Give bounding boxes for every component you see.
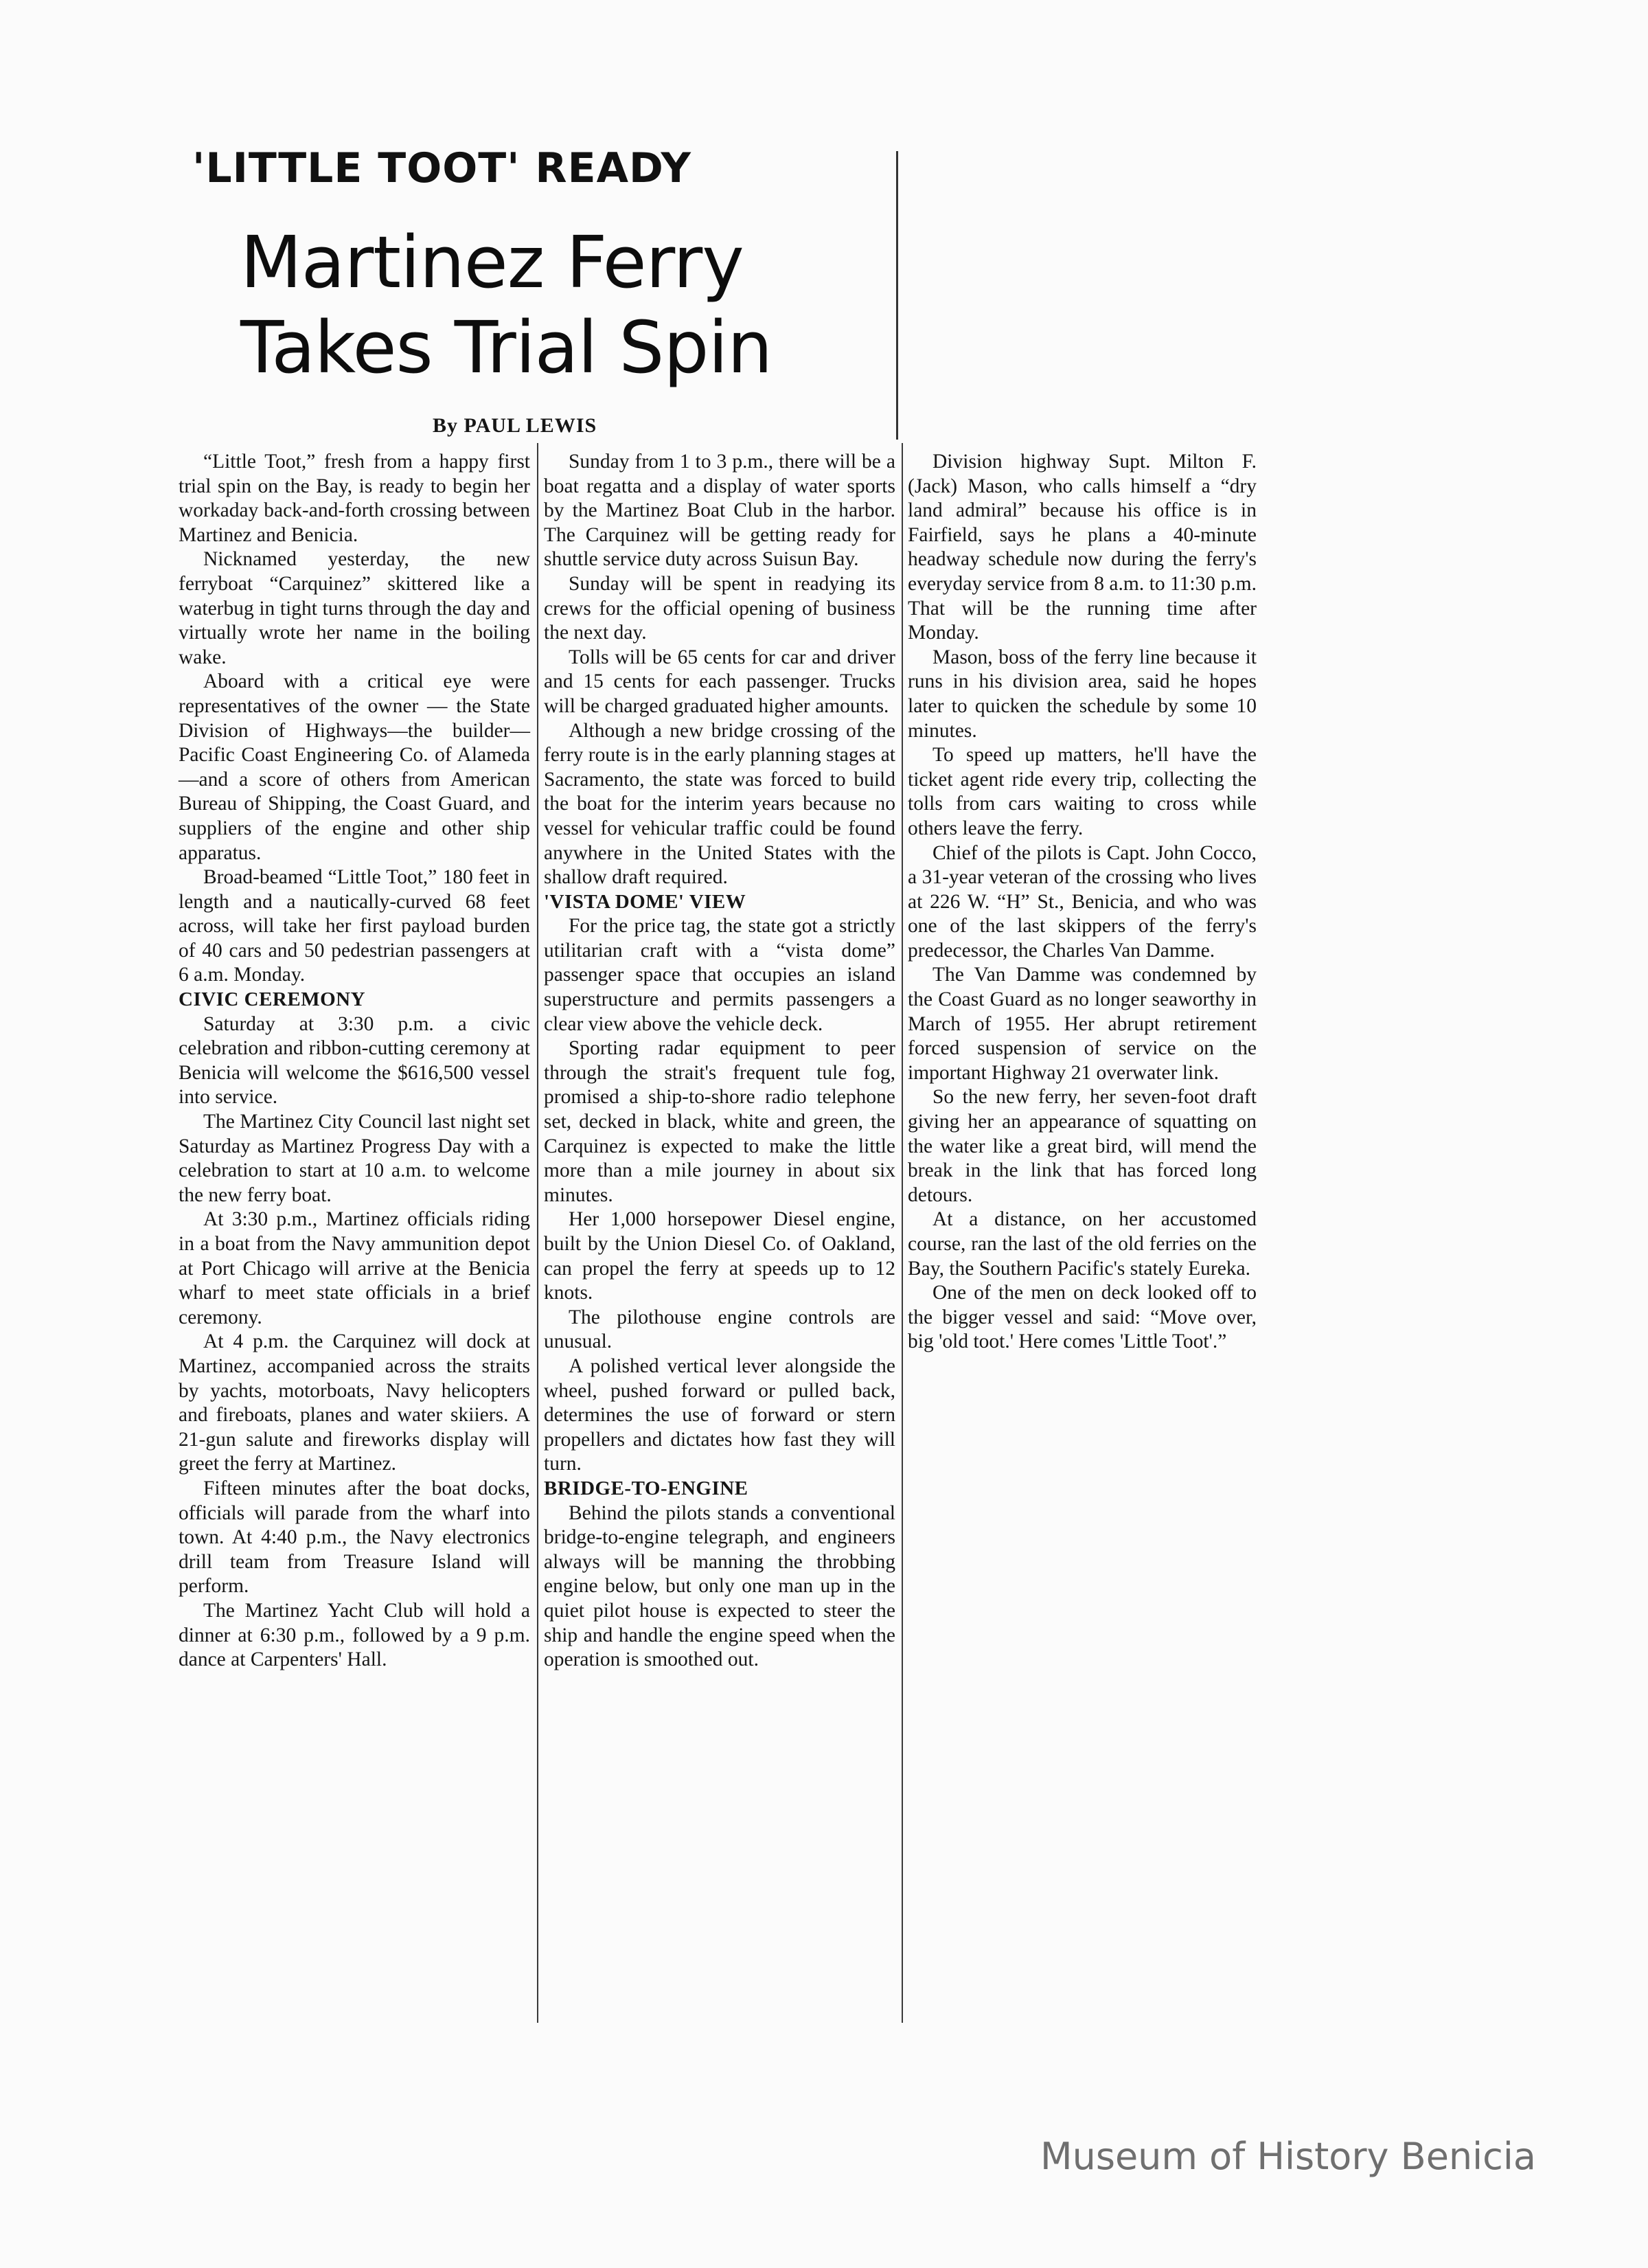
- article-paragraph: Behind the pilots stands a conventional bridge-to-engine telegraph, and engineers always will be manning the throbbing engine below, but only one man up in the quiet pilot house is expected to steer the ship and handle the engine speed when the operation is smoothed out.: [544, 1501, 895, 1671]
- article-paragraph: The pilothouse engine controls are unusual.: [544, 1306, 895, 1353]
- article-paragraph: A polished vertical lever alongside the wheel, pushed forward or pulled back, determines the use of forward or stern propellers and dictates how fast they will turn.: [544, 1354, 895, 1475]
- article-paragraph: Chief of the pilots is Capt. John Cocco, a 31-year veteran of the crossing who lives at 226 W. “H” St., Benicia, and who was one of the last skippers of the ferry's predecessor, the Charles Van Damme.: [908, 841, 1257, 962]
- article-paragraph: One of the men on deck looked off to the bigger vessel and said: “Move over, big 'old toot.' Here comes 'Little Toot'.”: [908, 1282, 1257, 1353]
- article-paragraph: To speed up matters, he'll have the ticket agent ride every trip, collecting the tolls from cars waiting to cross while others leave the ferry.: [908, 744, 1257, 839]
- article-paragraph: Mason, boss of the ferry line because it runs in his division area, said he hopes later to quicken the schedule by some 10 minutes.: [908, 646, 1257, 742]
- article-paragraph: At 3:30 p.m., Martinez officials riding in a boat from the Navy ammunition depot at Port Chicago will arrive at the Benicia wharf to meet state officials in a brief ceremony.: [179, 1208, 530, 1328]
- article-column-1: [179, 450, 530, 1672]
- article-column-3: [908, 450, 1257, 1354]
- article-paragraph: Although a new bridge crossing of the ferry route is in the early planning stages at Sacramento, the state was forced to build the boat for the interim years because no vessel for vehicular traffic could be found anywhere in the United States with the shallow draft required.: [544, 719, 895, 889]
- article-paragraph: Fifteen minutes after the boat docks, officials will parade from the wharf into town. At 4:40 p.m., the Navy electronics drill team from Treasure Island will perform.: [179, 1477, 530, 1598]
- article-paragraph: Saturday at 3:30 p.m. a civic celebration and ribbon-cutting ceremony at Benicia will welcome the $616,500 vessel into service.: [179, 1012, 530, 1109]
- column-rule-1: [537, 443, 538, 2023]
- article-paragraph: Aboard with a critical eye were representatives of the owner — the State Division of Highways—the builder—Pacific Coast Engineering Co. of Alameda—and a score of others from American Bureau of Shipping, the Coast Guard, and suppliers of the engine and other ship apparatus.: [179, 670, 530, 864]
- article-paragraph: Division highway Supt. Milton F. (Jack) Mason, who calls himself a “dry land admiral” because his office is in Fairfield, says he plans a 40-minute headway schedule now during the ferry's everyday service from 8 a.m. to 11:30 p.m. That will be the running time after Monday.: [908, 451, 1257, 644]
- article-paragraph: Her 1,000 horsepower Diesel engine, built by the Union Diesel Co. of Oakland, can propel the ferry at speeds up to 12 knots.: [544, 1208, 895, 1304]
- headline-line-1: Martinez Ferry: [240, 220, 744, 304]
- article-paragraph: “Little Toot,” fresh from a happy first trial spin on the Bay, is ready to begin her workaday back-and-forth crossing between Martinez and Benicia.: [179, 451, 530, 546]
- museum-watermark: Museum of History Benicia: [1040, 2135, 1536, 2178]
- byline: By PAUL LEWIS: [433, 414, 597, 437]
- main-headline: [240, 220, 1030, 390]
- kicker-headline: 'LITTLE TOOT' READY: [192, 144, 691, 192]
- section-subhead: 'VISTA DOME' VIEW: [544, 890, 746, 913]
- article-paragraph: Sunday will be spent in readying its crews for the official opening of business the next day.: [544, 572, 895, 644]
- article-column-2: [544, 450, 895, 1672]
- headline-line-2: Takes Trial Spin: [240, 306, 772, 389]
- article-paragraph: The Martinez Yacht Club will hold a dinner at 6:30 p.m., followed by a 9 p.m. dance at Carpenters' Hall.: [179, 1599, 530, 1671]
- article-paragraph: The Van Damme was condemned by the Coast Guard as no longer seaworthy in March of 1955. Her abrupt retirement forced suspension of service on the important Highway 21 overwater link.: [908, 964, 1257, 1084]
- column-rule-2: [902, 443, 903, 2023]
- article-paragraph: At 4 p.m. the Carquinez will dock at Martinez, accompanied across the straits by yachts, motorboats, Navy helicopters and fireboats, planes and water skiiers. A 21-gun salute and fireworks display will greet the ferry at Martinez.: [179, 1330, 530, 1475]
- section-subhead: CIVIC CEREMONY: [179, 988, 366, 1011]
- section-subhead: BRIDGE-TO-ENGINE: [544, 1477, 748, 1499]
- article-paragraph: So the new ferry, her seven-foot draft giving her an appearance of squatting on the water like a great bird, will mend the break in the link that has forced long detours.: [908, 1086, 1257, 1206]
- article-paragraph: Nicknamed yesterday, the new ferryboat “Carquinez” skittered like a waterbug in tight turns through the day and virtually wrote her name in the boiling wake.: [179, 548, 530, 668]
- article-paragraph: At a distance, on her accustomed course, ran the last of the old ferries on the Bay, the Southern Pacific's stately Eureka.: [908, 1208, 1257, 1280]
- article-paragraph: Broad-beamed “Little Toot,” 180 feet in length and a nautically-curved 68 feet across, will take her first payload burden of 40 cars and 50 pedestrian passengers at 6 a.m. Monday.: [179, 866, 530, 986]
- article-paragraph: The Martinez City Council last night set Saturday as Martinez Progress Day with a celebration to start at 10 a.m. to welcome the new ferry boat.: [179, 1111, 530, 1206]
- article-paragraph: For the price tag, the state got a strictly utilitarian craft with a “vista dome” passenger space that occupies an island superstructure and permits passengers a clear view above the vehicle deck.: [544, 915, 895, 1035]
- article-paragraph: Sporting radar equipment to peer through the strait's frequent tule fog, promised a ship-to-shore radio telephone set, decked in black, white and green, the Carquinez is expected to make the little more than a mile journey in about six minutes.: [544, 1037, 895, 1206]
- newspaper-clipping: [165, 137, 1263, 2033]
- article-paragraph: Sunday from 1 to 3 p.m., there will be a boat regatta and a display of water sports by the Martinez Boat Club in the harbor. The Carquinez will be getting ready for shuttle service duty across Suisun Bay.: [544, 451, 895, 571]
- article-paragraph: Tolls will be 65 cents for car and driver and 15 cents for each passenger. Trucks will be charged graduated higher amounts.: [544, 646, 895, 717]
